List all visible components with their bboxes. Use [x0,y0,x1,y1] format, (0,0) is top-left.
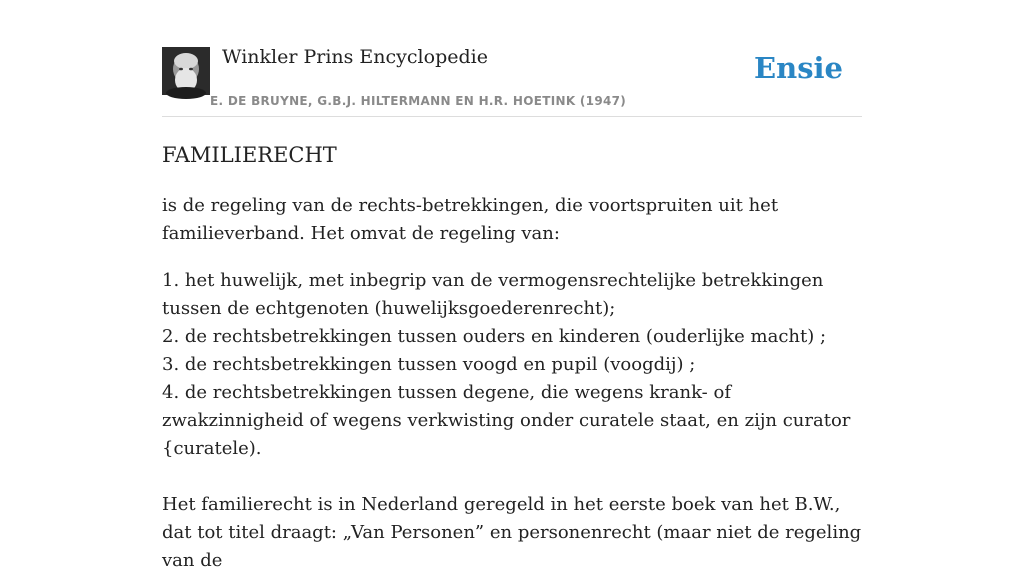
brand-logo[interactable]: Ensie [754,51,843,85]
list-item: 4. de rechtsbetrekkingen tussen degene, die wegens krank- of zwakzinnigheid of wegens verkwisting onder curatele staat, en zijn curator {curatele). [162,382,851,459]
author-portrait-icon [162,47,210,95]
author-avatar[interactable] [162,47,210,95]
article-list [162,267,862,463]
list-item: 3. de rechtsbetrekkingen tussen voogd en pupil (voogdij) ; [162,354,696,375]
list-item: 1. het huwelijk, met inbegrip van de vermogensrechtelijke betrekkingen tussen de echtgenoten (huwelijksgoederenrecht); [162,270,824,319]
article-intro: is de regeling van de rechts-betrekkingen, die voortspruiten uit het familieverband. Het omvat de regeling van: [162,195,779,244]
article [162,139,862,575]
article-headword: FAMILIERECHT [162,143,337,167]
site-header [162,0,862,117]
site-title[interactable]: Winkler Prins Encyclopedie [222,46,488,68]
list-item: 2. de rechtsbetrekkingen tussen ouders en kinderen (ouderlijke macht) ; [162,326,827,347]
authors-credit: E. DE BRUYNE, G.B.J. HILTERMANN EN H.R. HOETINK (1947) [210,94,627,108]
article-closing: Het familierecht is in Nederland geregeld in het eerste boek van het B.W., dat tot titel draagt: „Van Personen” en personenrecht (maar niet de regeling van de [162,494,862,571]
